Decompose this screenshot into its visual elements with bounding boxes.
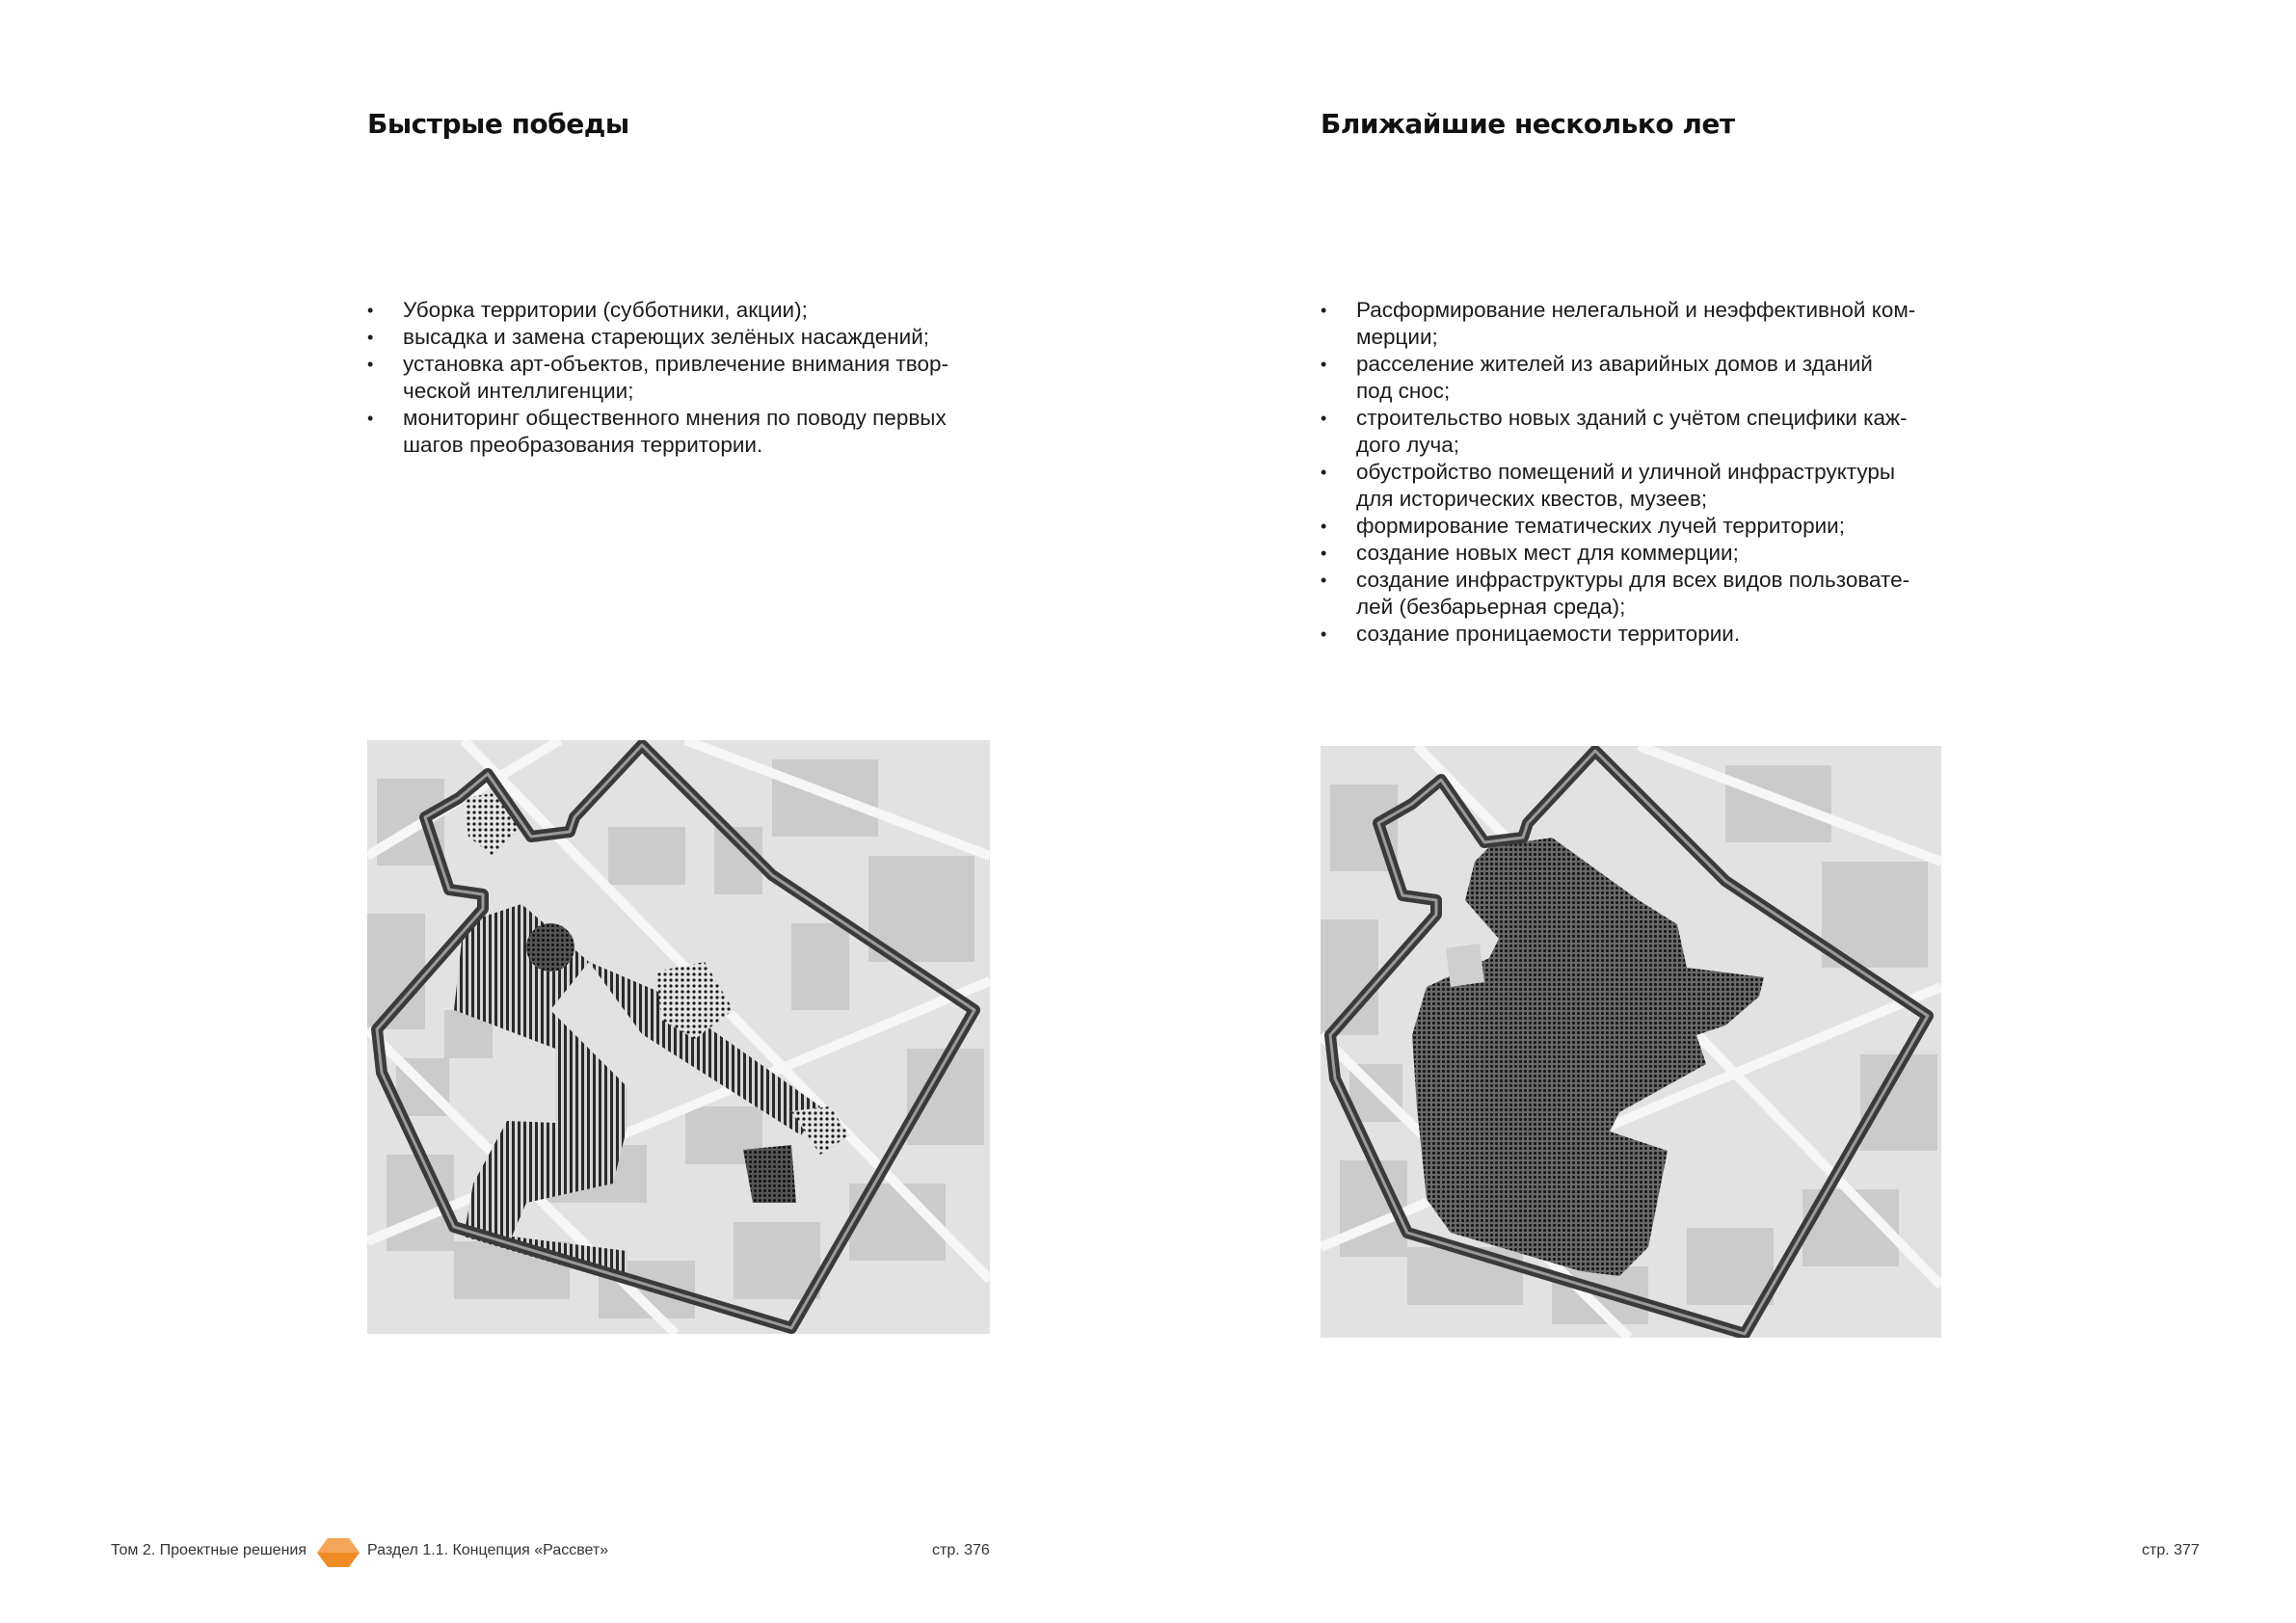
list-item: • формирование тематических лучей территории; — [1321, 513, 1957, 540]
list-item: • установка арт-объектов, привлечение внимания твор- ческой интеллигенции; — [367, 351, 1003, 405]
list-item: • создание проницаемости территории. — [1321, 621, 1957, 648]
list-item: • расселение жителей из аварийных домов и зданий под снос; — [1321, 351, 1957, 405]
left-page-number: стр. 376 — [932, 1542, 990, 1558]
next-years-map — [1321, 746, 1941, 1338]
right-page-number: стр. 377 — [2142, 1542, 2200, 1558]
footer-volume-title: Том 2. Проектные решения — [111, 1542, 307, 1558]
right-bullet-list — [1321, 297, 1957, 648]
list-item: • высадка и замена стареющих зелёных насаждений; — [367, 324, 1003, 351]
development-zone — [1412, 838, 1764, 1276]
list-item: • Уборка территории (субботники, акции); — [367, 297, 1003, 324]
orange-hexagon-logo-icon — [316, 1534, 360, 1571]
next-years-map-graphic — [1321, 746, 1941, 1338]
list-item: • строительство новых зданий с учётом специфики каж- дого луча; — [1321, 405, 1957, 459]
footer-section-title: Раздел 1.1. Концепция «Рассвет» — [367, 1542, 609, 1558]
list-item: • создание новых мест для коммерции; — [1321, 540, 1957, 567]
list-item: • Расформирование нелегальной и неэффективной ком- мерции; — [1321, 297, 1957, 351]
left-page-heading: Быстрые победы — [367, 108, 629, 140]
list-item: • мониторинг общественного мнения по поводу первых шагов преобразования территории. — [367, 405, 1003, 459]
quick-wins-map-graphic — [367, 740, 990, 1334]
right-page-heading: Ближайшие несколько лет — [1321, 108, 1735, 140]
list-item: • обустройство помещений и уличной инфраструктуры для исторических квестов, музеев; — [1321, 459, 1957, 513]
left-bullet-list — [367, 297, 1003, 459]
quick-wins-map — [367, 740, 990, 1334]
list-item: • создание инфраструктуры для всех видов пользовате- лей (безбарьерная среда); — [1321, 567, 1957, 621]
